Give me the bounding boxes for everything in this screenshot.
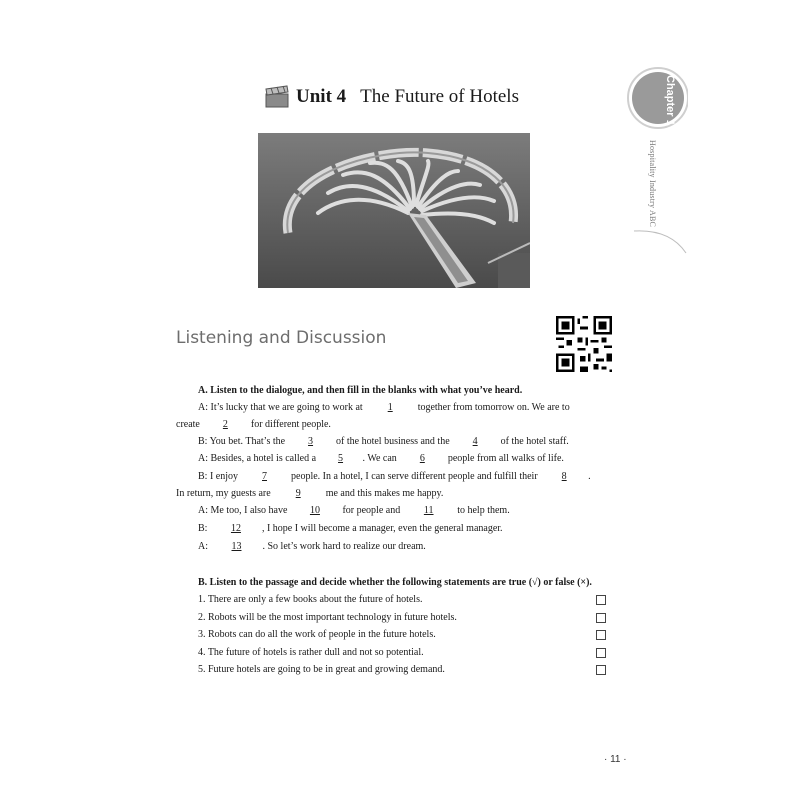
section-heading: Listening and Discussion [176,328,387,348]
dialogue-line-4: B: I enjoy 7 people. In a hotel, I can serve different people and fulfill their 8 . [198,471,591,482]
part-b-instruction: B. Listen to the passage and decide whether the following statements are true (√) or false (×). [198,577,592,588]
statement-2-checkbox[interactable] [596,613,606,623]
unit-header [264,82,519,112]
blank-8[interactable]: 8 [561,471,567,482]
dialogue-line-4-cont: In return, my guests are 9 me and this makes me happy. [176,488,444,499]
part-a-instruction: A. Listen to the dialogue, and then fill in the blanks with what you’ve heard. [198,385,523,396]
blank-3[interactable]: 3 [308,436,314,447]
dialogue-line-1: A: It’s lucky that we are going to work at 1 together from tomorrow on. We are to [198,402,570,413]
chapter-subtitle: Hospitality Industry ABC [648,140,657,228]
unit-title: The Future of Hotels [360,86,519,107]
statement-1: 1. There are only a few books about the future of hotels. [198,594,423,605]
dialogue-line-3: A: Besides, a hotel is called a 5 . We can 6 people from all walks of life. [198,453,564,464]
clapperboard-icon [264,85,290,109]
statement-4-checkbox[interactable] [596,648,606,658]
dialogue-line-5: A: Me too, I also have 10 for people and 11 to help them. [198,505,510,516]
qr-code-icon[interactable] [556,316,612,372]
aerial-palm-island-photo [258,133,530,288]
dialogue-line-7: A: 13 . So let’s work hard to realize our dream. [198,541,426,552]
dialogue-line-2: B: You bet. That’s the 3 of the hotel business and the 4 of the hotel staff. [198,436,569,447]
chapter-label: Chapter 1 [664,74,676,126]
blank-7[interactable]: 7 [262,471,267,482]
statement-5: 5. Future hotels are going to be in great and growing demand. [198,664,445,675]
statement-4: 4. The future of hotels is rather dull and not so potential. [198,647,424,658]
blank-10[interactable]: 10 [309,505,320,516]
blank-12[interactable]: 12 [230,523,241,534]
page-number: · 11 · [604,754,627,765]
blank-13[interactable]: 13 [231,541,242,552]
dialogue-line-6: B: 12 , I hope I will become a manager, even the general manager. [198,523,503,534]
blank-9[interactable]: 9 [295,488,301,499]
decorative-arc [630,225,690,265]
blank-11[interactable]: 11 [423,505,434,516]
blank-1[interactable]: 1 [387,402,393,413]
statement-1-checkbox[interactable] [596,595,606,605]
statement-3-checkbox[interactable] [596,630,606,640]
blank-4[interactable]: 4 [472,436,478,447]
dialogue-line-1-cont: create 2 for different people. [176,419,331,430]
blank-6[interactable]: 6 [419,453,425,464]
statement-5-checkbox[interactable] [596,665,606,675]
statement-2: 2. Robots will be the most important technology in future hotels. [198,612,457,623]
blank-2[interactable]: 2 [222,419,228,430]
blank-5[interactable]: 5 [338,453,344,464]
unit-number: Unit 4 [296,86,347,107]
statement-3: 3. Robots can do all the work of people in the future hotels. [198,629,436,640]
